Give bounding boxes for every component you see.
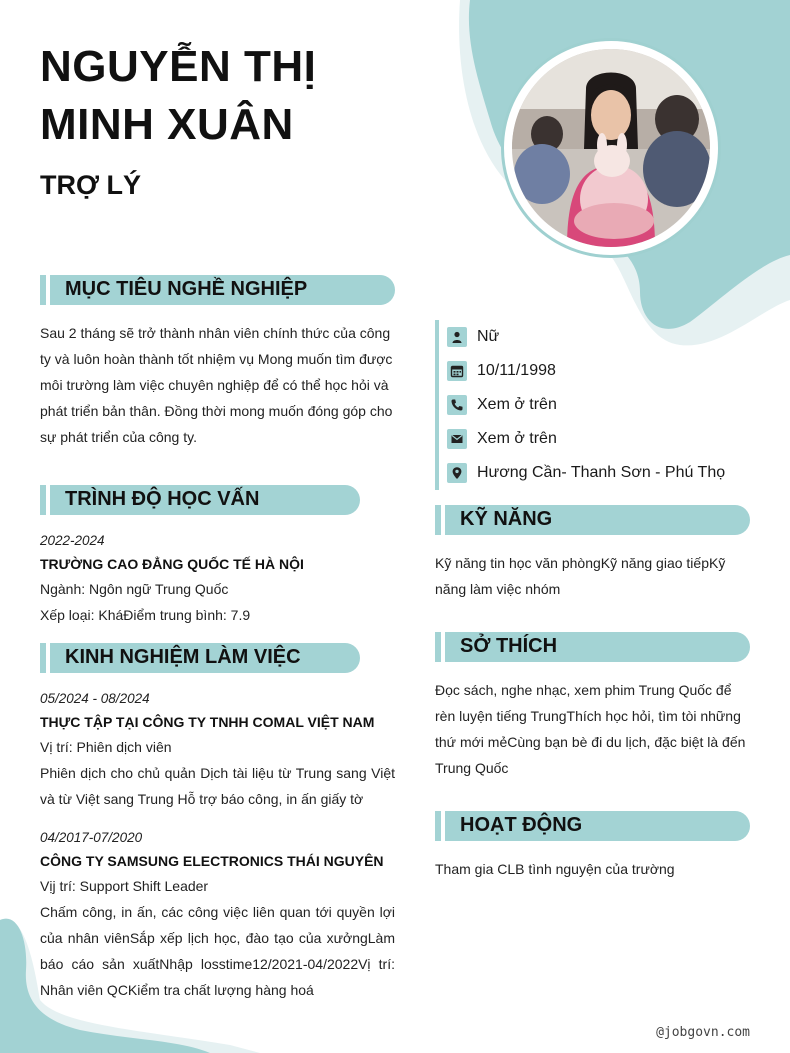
birthday-text: 10/11/1998 <box>477 362 556 379</box>
objective-text: Sau 2 tháng sẽ trở thành nhân viên chính thức của công ty và luôn hoàn thành tốt nhiệm vụ Mong muốn tìm được môi trường làm việc chuyên nghiệp để có thể học hỏi và phát triển bản thân. Đồng thời mong muốn đóng góp cho sự phát triển của công ty. <box>40 325 393 445</box>
profile-photo-frame <box>501 38 721 258</box>
contact-info <box>435 320 755 490</box>
skills-title: KỸ NĂNG <box>460 508 553 530</box>
experience-2-company: CÔNG TY SAMSUNG ELECTRONICS THÁI NGUYÊN <box>40 853 384 869</box>
location-icon <box>447 463 467 483</box>
name-line-1: NGUYỄN THỊ <box>40 42 317 91</box>
contact-email <box>447 422 755 456</box>
gender-text: Nữ <box>477 328 500 345</box>
experience-1-position: Vị trí: Phiên dịch viên <box>40 739 172 755</box>
contact-birthday <box>447 354 755 388</box>
phone-text: Xem ở trên <box>477 396 557 413</box>
email-text: Xem ở trên <box>477 430 557 447</box>
section-header-skills <box>435 505 750 535</box>
contact-address <box>447 456 755 490</box>
watermark: @jobgovn.com <box>656 1025 750 1040</box>
education-school: TRƯỜNG CAO ĐẲNG QUỐC TẾ HÀ NỘI <box>40 556 304 572</box>
hobbies-text: Đọc sách, nghe nhạc, xem phim Trung Quốc để rèn luyện tiếng TrungThích học hỏi, tìm tòi những thứ mới mẻCùng bạn bè đi du lịch, đặc biệt là đến Trung Quốc <box>435 682 746 776</box>
experience-1-company: THỰC TẬP TẠI CÔNG TY TNHH COMAL VIỆT NAM <box>40 714 375 730</box>
experience-2-position: Vịj trí: Support Shift Leader <box>40 878 209 894</box>
section-header-hobbies <box>435 632 750 662</box>
skills-text: Kỹ năng tin học văn phòngKỹ năng giao tiếpKỹ năng làm việc nhóm <box>435 555 726 597</box>
experience-1-description: Phiên dịch cho chủ quản Dịch tài liệu từ Trung sang Việt và từ Việt sang Trung Hỗ trợ báo công, in ấn giấy tờ <box>40 765 395 807</box>
contact-phone <box>447 388 755 422</box>
education-title: TRÌNH ĐỘ HỌC VẤN <box>65 488 260 510</box>
experience-2-date: 04/2017-07/2020 <box>40 830 143 845</box>
experience-2-description: Chấm công, in ấn, các công việc liên quan tới quyền lợi của nhân viênSắp xếp lịch học, đào tạo của xưởngLàm báo cáo sản xuấtNhập losstime12/2021-04/2022Vị trí: Nhân viên QCKiểm tra chất lượng hàng hoá <box>40 904 395 998</box>
name-line-2: MINH XUÂN <box>40 100 294 149</box>
full-name <box>40 38 316 154</box>
section-header-experience <box>40 643 360 673</box>
activities-title: HOẠT ĐỘNG <box>460 814 583 836</box>
phone-icon <box>447 395 467 415</box>
profile-photo <box>512 49 710 247</box>
section-header-activities <box>435 811 750 841</box>
education-major: Ngành: Ngôn ngữ Trung Quốc <box>40 581 229 597</box>
section-header-education <box>40 485 360 515</box>
activities-text: Tham gia CLB tình nguyện của trường <box>435 861 675 877</box>
education-grade: Xếp loại: KháĐiểm trung bình: 7.9 <box>40 607 251 623</box>
job-title: TRỢ LÝ <box>40 170 142 200</box>
education-date: 2022-2024 <box>40 533 105 548</box>
address-text: Hương Cần- Thanh Sơn - Phú Thọ <box>477 464 726 481</box>
person-icon <box>447 327 467 347</box>
objective-title: MỤC TIÊU NGHỀ NGHIỆP <box>65 278 308 300</box>
experience-1-date: 05/2024 - 08/2024 <box>40 691 150 706</box>
experience-title: KINH NGHIỆM LÀM VIỆC <box>65 646 301 668</box>
contact-gender <box>447 320 755 354</box>
calendar-icon <box>447 361 467 381</box>
mail-icon <box>447 429 467 449</box>
section-header-objective <box>40 275 395 305</box>
hobbies-title: SỞ THÍCH <box>460 635 558 657</box>
